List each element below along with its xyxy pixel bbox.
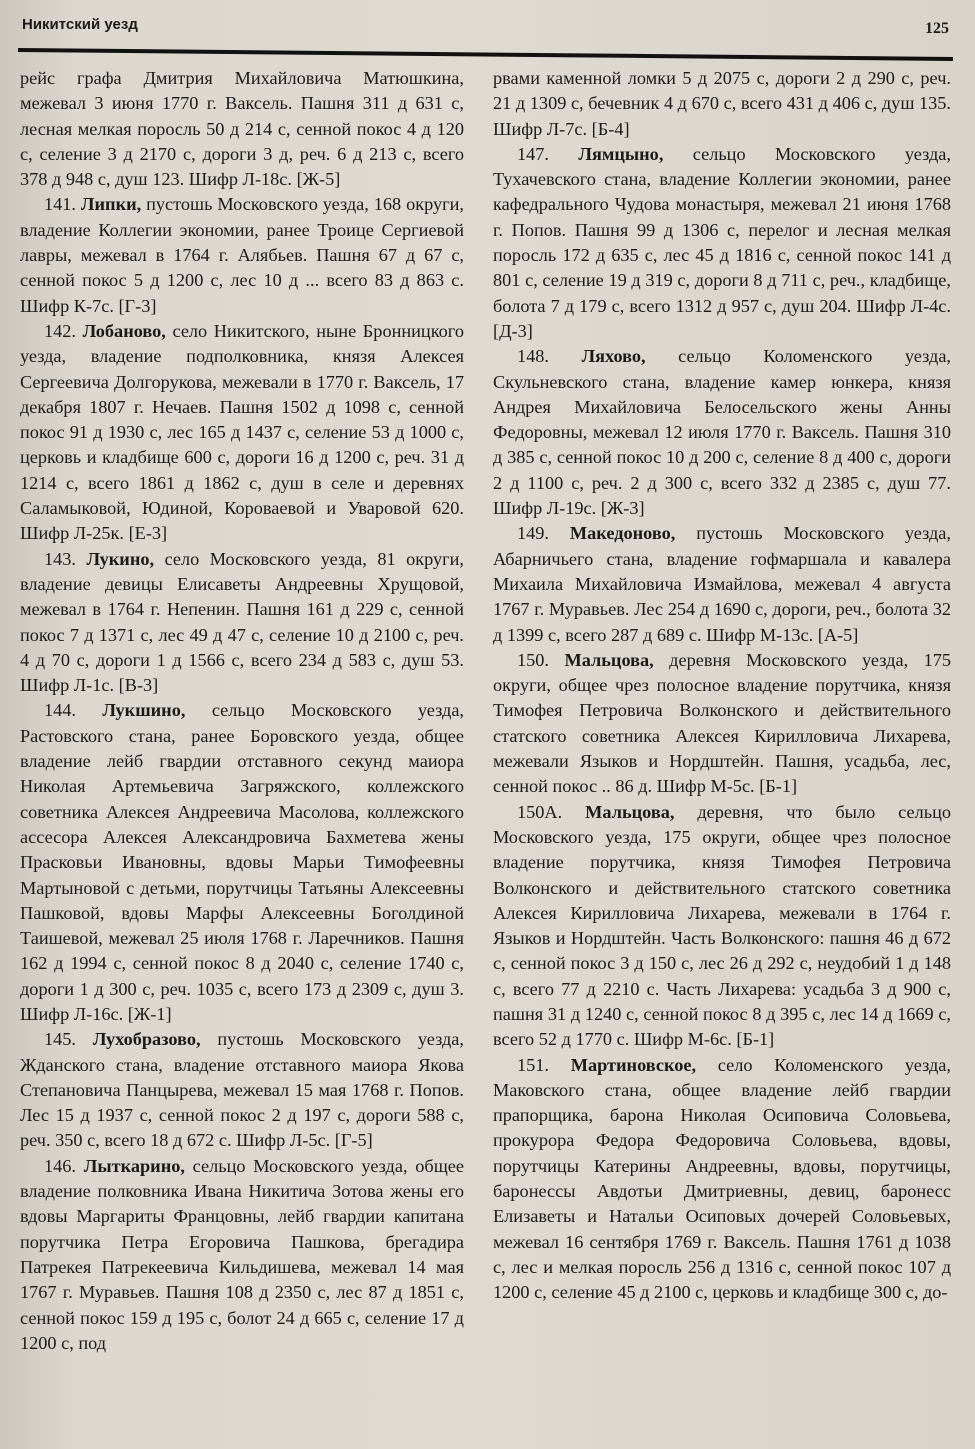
entry-number: 149. xyxy=(517,523,549,544)
entry-number: 150. xyxy=(517,649,549,670)
running-header xyxy=(22,12,949,40)
entry-text: сельцо Московского уезда, Растовского стана, ранее Боровского уезда, общее владение лейб гвардии отставного секунд маиора Николая Артемьевича Загряжского, коллежского советника Алексея Андреевича Масолова, коллежского ассесора Алексея Александровича Бахметева жены Прасковьи Ивановны, вдовы Марьи Тимофеевны Мартыновой с детьми, порутчицы Татьяны Алексеевны Пашковой, вдовы Марфы Алексеевны Боголдиной Таишевой, межевал 25 июля 1768 г. Ларечников. Пашня 162 д 1994 с, сенной покос 8 д 2040 с, селение 1740 с, дороги 1 д 300 с, реч. 1035 с, всего 173 д 2309 с, душ 3. Шифр Л-16с. [Ж-1] xyxy=(20,700,464,1024)
entry-text: рвами каменной ломки 5 д 2075 с, дороги 2 д 290 с, реч. 21 д 1309 с, бечевник 4 д 670 с, всего 431 д 406 с, душ 135. Шифр Л-7с. [Б-4] xyxy=(493,68,951,139)
entry-number: 142. xyxy=(44,320,76,341)
entry-text: село Никитского, ныне Бронницкого уезда, владение подполковника, князя Алексея Сергеевича Долгорукова, межевали в 1770 г. Ваксель, 17 декабря 1807 г. Нечаев. Пашня 1502 д 1098 с, сенной покос 91 д 1930 с, лес 165 д 1437 с, селение 53 д 1000 с, церковь и кладбище 600 с, дороги 16 д 1200 с, реч. 31 д 1214 с, всего 1861 д 1862 с, душ в селе и деревнях Саламыковой, Юдиной, Короваевой и Уваровой 620. Шифр Л-25к. [Е-3] xyxy=(20,320,464,544)
entry-141 xyxy=(20,192,464,318)
entry-146 xyxy=(20,1154,464,1356)
entry-150 xyxy=(493,648,951,800)
entry-text: сельцо Московского уезда, общее владение полковника Ивана Никитича Зотова жены его вдовы Маргариты Францовны, лейб гвардии капитана порутчика Петра Егоровича Пашкова, брегадира Патрекея Патрекеевича Кильдишева, межевал 14 мая 1767 г. Муравьев. Пашня 108 д 2350 с, лес 87 д 1851 с, сенной покос 159 д 195 с, болот 24 д 665 с, селение 17 д 1200 с, под xyxy=(20,1155,464,1353)
entry-title: Лыткарино, xyxy=(83,1155,185,1176)
entry-number: 145. xyxy=(44,1029,76,1050)
entry-text: рейс графа Дмитрия Михайловича Матюшкина, межевал 3 июня 1770 г. Ваксель. Пашня 311 д 631 с, лесная мелкая поросль 50 д 214 с, сенной покос 4 д 120 с, селение 3 д 2170 с, дороги 3 д, реч. 6 д 213 с, всего 378 д 948 с, душ 123. Шифр Л-18с. [Ж-5] xyxy=(20,68,464,190)
entry-title: Лукино, xyxy=(86,548,155,569)
entry-title: Липки, xyxy=(80,194,142,215)
entry-number: 147. xyxy=(517,143,549,164)
entry-number: 148. xyxy=(517,346,549,367)
right-column xyxy=(493,66,951,1439)
entry-text: пустошь Московского уезда, Абарничьего стана, владение гофмаршала и кавалера Михаила Михайловича Измайлова, межевал 4 августа 1767 г. Муравьев. Лес 254 д 1690 с, дороги, реч., болота 32 д 1399 с, всего 287 д 689 с. Шифр М-13с. [А-5] xyxy=(493,523,951,645)
running-head-section: Никитский уезд xyxy=(22,16,138,33)
entry-text: пустошь Московского уезда, 168 округи, владение Коллегии экономии, ранее Троице Сергиевой лавры, межевал в 1764 г. Алябьев. Пашня 67 д 67 с, сенной покос 5 д 1200 с, лес 10 д ... всего 83 д 863 с. Шифр К-7с. [Г-3] xyxy=(20,194,464,316)
entry-number: 141. xyxy=(44,194,76,215)
entry-title: Мартиновское, xyxy=(570,1054,697,1075)
entry-title: Лямцыно, xyxy=(578,143,664,164)
entry-text: деревня, что было сельцо Московского уезда, 175 округи, общее чрез полосное владение порутчика, князя Тимофея Петровича Волконского и действительного статского советника Алексея Кирилловича Лихарева, межевали в 1764 г. Языков и Нордштейн. Часть Волконского: пашня 46 д 672 с, сенной покос 3 д 150 с, лес 26 д 292 с, неудобий 1 д 148 с, всего 77 д 2210 с. Часть Лихарева: усадьба 3 д 900 с, пашня 31 д 1240 с, сенной покос 8 д 395 с, лес 14 д 1669 с, всего 52 д 1770 с. Шифр М-6с. [Б-1] xyxy=(493,801,951,1050)
entry-149 xyxy=(493,521,951,647)
page-number: 125 xyxy=(925,20,949,37)
entry-number: 151. xyxy=(517,1054,549,1075)
entry-number: 146. xyxy=(44,1155,76,1176)
entry-continuation xyxy=(20,66,464,192)
entry-title: Мальцова, xyxy=(564,649,654,670)
entry-number: 144. xyxy=(44,700,76,721)
entry-number: 143. xyxy=(44,548,76,569)
entry-text: село Московского уезда, 81 округи, владение девицы Елисаветы Андреевны Хрущовой, межевал в 1764 г. Непенин. Пашня 161 д 229 с, сенной покос 7 д 1371 с, лес 49 д 47 с, селение 10 д 2100 с, реч. 4 д 70 с, дороги 1 д 1566 с, всего 234 д 583 с, душ 53. Шифр Л-1с. [В-3] xyxy=(20,548,464,696)
entry-144 xyxy=(20,698,464,1027)
left-column xyxy=(20,66,464,1439)
entry-continuation xyxy=(493,66,951,142)
entry-143 xyxy=(20,547,464,699)
entry-title: Македоново, xyxy=(569,523,676,544)
entry-number: 150А. xyxy=(517,801,563,822)
entry-title: Мальцова, xyxy=(585,801,675,822)
entry-151 xyxy=(493,1053,951,1306)
entry-142 xyxy=(20,319,464,547)
entry-145 xyxy=(20,1027,464,1153)
entry-text: сельцо Коломенского уезда, Скульневского стана, владение камер юнкера, князя Андрея Михайловича Белосельского жены Анны Федоровны, межевал 12 июля 1770 г. Ваксель. Пашня 310 д 385 с, сенной покос 10 д 200 с, селение 8 д 400 с, дороги 2 д 1100 с, реч. 2 д 300 с, всего 332 д 2385 с, душ 77. Шифр Л-19с. [Ж-3] xyxy=(493,346,951,519)
entry-147 xyxy=(493,142,951,344)
entry-text: пустошь Московского уезда, Жданского стана, владение отставного маиора Якова Степановича Панцырева, межевал 15 мая 1768 г. Попов. Лес 15 д 1937 с, сенной покос 2 д 197 с, дороги 588 с, реч. 350 с, всего 18 д 672 с. Шифр Л-5с. [Г-5] xyxy=(20,1029,464,1151)
entry-title: Лукшино, xyxy=(102,700,186,721)
entry-text: сельцо Московского уезда, Тухачевского стана, владение Коллегии экономии, ранее кафедрального Чудова монастыря, межевал 21 июня 1768 г. Попов. Пашня 99 д 1306 с, перелог и лесная мелкая поросль 172 д 635 с, лес 45 д 1816 с, сенной покос 141 д 801 с, селение 19 д 319 с, дороги 8 д 711 с, реч., кладбище, болота 7 д 179 с, всего 1312 д 957 с, душ 204. Шифр Л-4с. [Д-3] xyxy=(493,143,951,341)
entry-text: село Коломенского уезда, Маковского стана, общее владение лейб гвардии прапорщика, барона Николая Осиповича Соловьева, прокурора Федора Федоровича Соловьева, вдовы, порутчицы Катерины Андреевны, вдовы, порутчицы, баронессы Авдотьи Дмитриевны, девиц, баронесс Елизаветы и Натальи Осиповых дочерей Соловьевых, межевал 16 сентября 1769 г. Ваксель. Пашня 1761 д 1038 с, лес и мелкая поросль 256 д 1316 с, сенной покос 107 д 1200 с, селение 45 д 2100 с, церковь и кладбище 300 с, до- xyxy=(493,1054,951,1303)
entry-text: деревня Московского уезда, 175 округи, общее чрез полосное владение порутчика, князя Тимофея Петровича Волконского и действительного статского советника Алексея Кирилловича Лихарева, межевали Языков и Нордштейн. Пашня, усадьба, лес, сенной покос .. 86 д. Шифр М-5с. [Б-1] xyxy=(493,649,951,797)
entry-title: Лухобразово, xyxy=(92,1029,201,1050)
entry-title: Лобаново, xyxy=(82,320,166,341)
entry-150a xyxy=(493,800,951,1053)
entry-title: Ляхово, xyxy=(581,346,646,367)
entry-148 xyxy=(493,344,951,521)
header-rule xyxy=(18,48,953,61)
